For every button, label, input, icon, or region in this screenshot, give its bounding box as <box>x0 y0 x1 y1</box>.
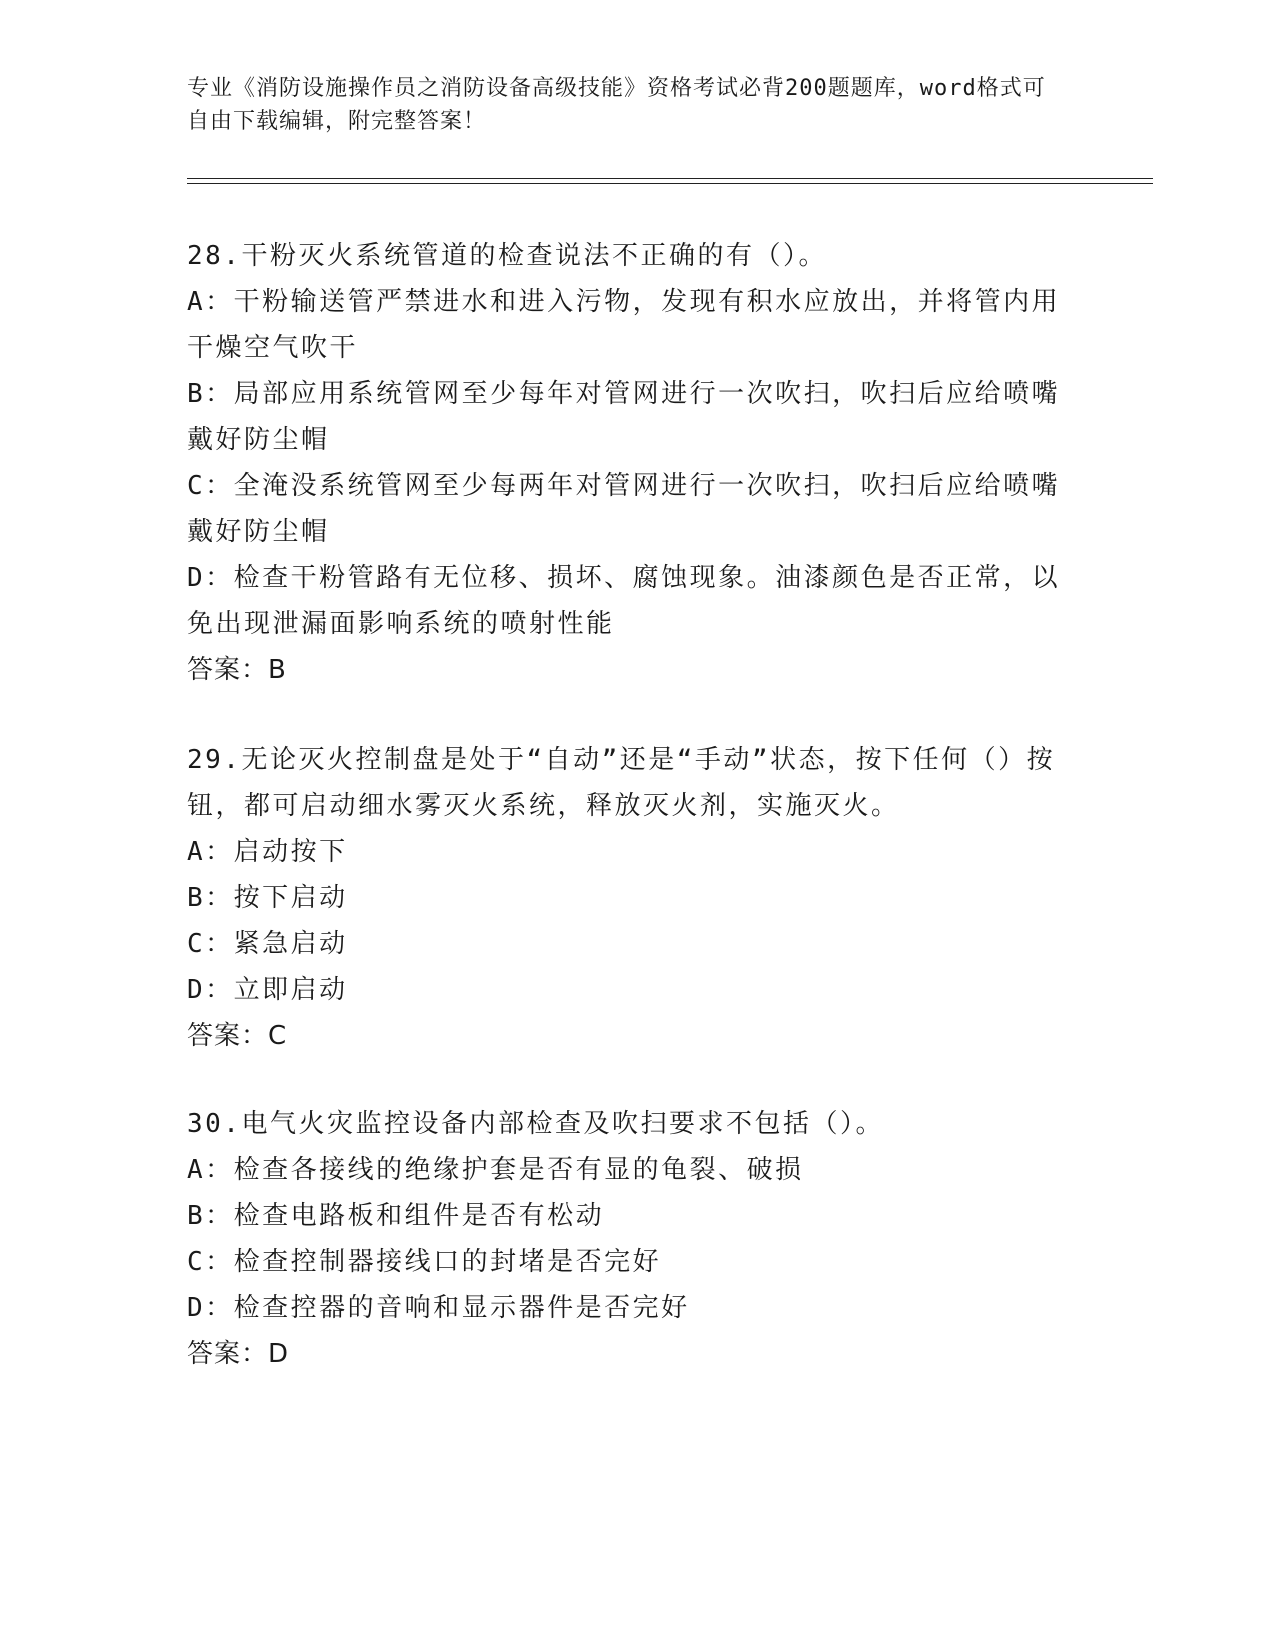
option-a: A：启动按下 <box>187 837 348 867</box>
option-d: D：立即启动 <box>187 975 348 1005</box>
option-c: C：全淹没系统管网至少每两年对管网进行一次吹扫，吹扫后应给喷嘴戴好防尘帽 <box>187 471 1061 547</box>
question-30 <box>187 1101 1067 1377</box>
option-d: D：检查干粉管路有无位移、损坏、腐蚀现象。油漆颜色是否正常，以免出现泄漏面影响系统的喷射性能 <box>187 563 1061 639</box>
option-a: A：干粉输送管严禁进水和进入污物，发现有积水应放出，并将管内用干燥空气吹干 <box>187 287 1061 363</box>
answer: 答案：D <box>187 1339 290 1369</box>
question-29 <box>187 737 1067 1059</box>
answer: 答案：C <box>187 1021 288 1051</box>
option-b: B：局部应用系统管网至少每年对管网进行一次吹扫，吹扫后应给喷嘴戴好防尘帽 <box>187 379 1061 455</box>
option-c: C：紧急启动 <box>187 929 348 959</box>
question-stem: 30.电气火灾监控设备内部检查及吹扫要求不包括（）。 <box>187 1109 884 1139</box>
question-stem: 28.干粉灭火系统管道的检查说法不正确的有（）。 <box>187 241 827 271</box>
question-28 <box>187 233 1067 693</box>
header-divider-top <box>187 178 1153 179</box>
question-stem: 29.无论灭火控制盘是处于“自动”还是“手动”状态，按下任何（）按钮，都可启动细水雾灭火系统，释放灭火剂，实施灭火。 <box>187 745 1056 821</box>
option-d: D：检查控器的音响和显示器件是否完好 <box>187 1293 690 1323</box>
option-b: B：按下启动 <box>187 883 348 913</box>
answer: 答案：B <box>187 655 287 685</box>
option-b: B：检查电路板和组件是否有松动 <box>187 1201 605 1231</box>
header-divider-bottom <box>187 183 1153 184</box>
document-intro: 专业《消防设施操作员之消防设备高级技能》资格考试必背200题题库，word格式可自由下载编辑，附完整答案！ <box>187 76 1046 134</box>
option-c: C：检查控制器接线口的封堵是否完好 <box>187 1247 662 1277</box>
option-a: A：检查各接线的绝缘护套是否有显的龟裂、破损 <box>187 1155 804 1185</box>
